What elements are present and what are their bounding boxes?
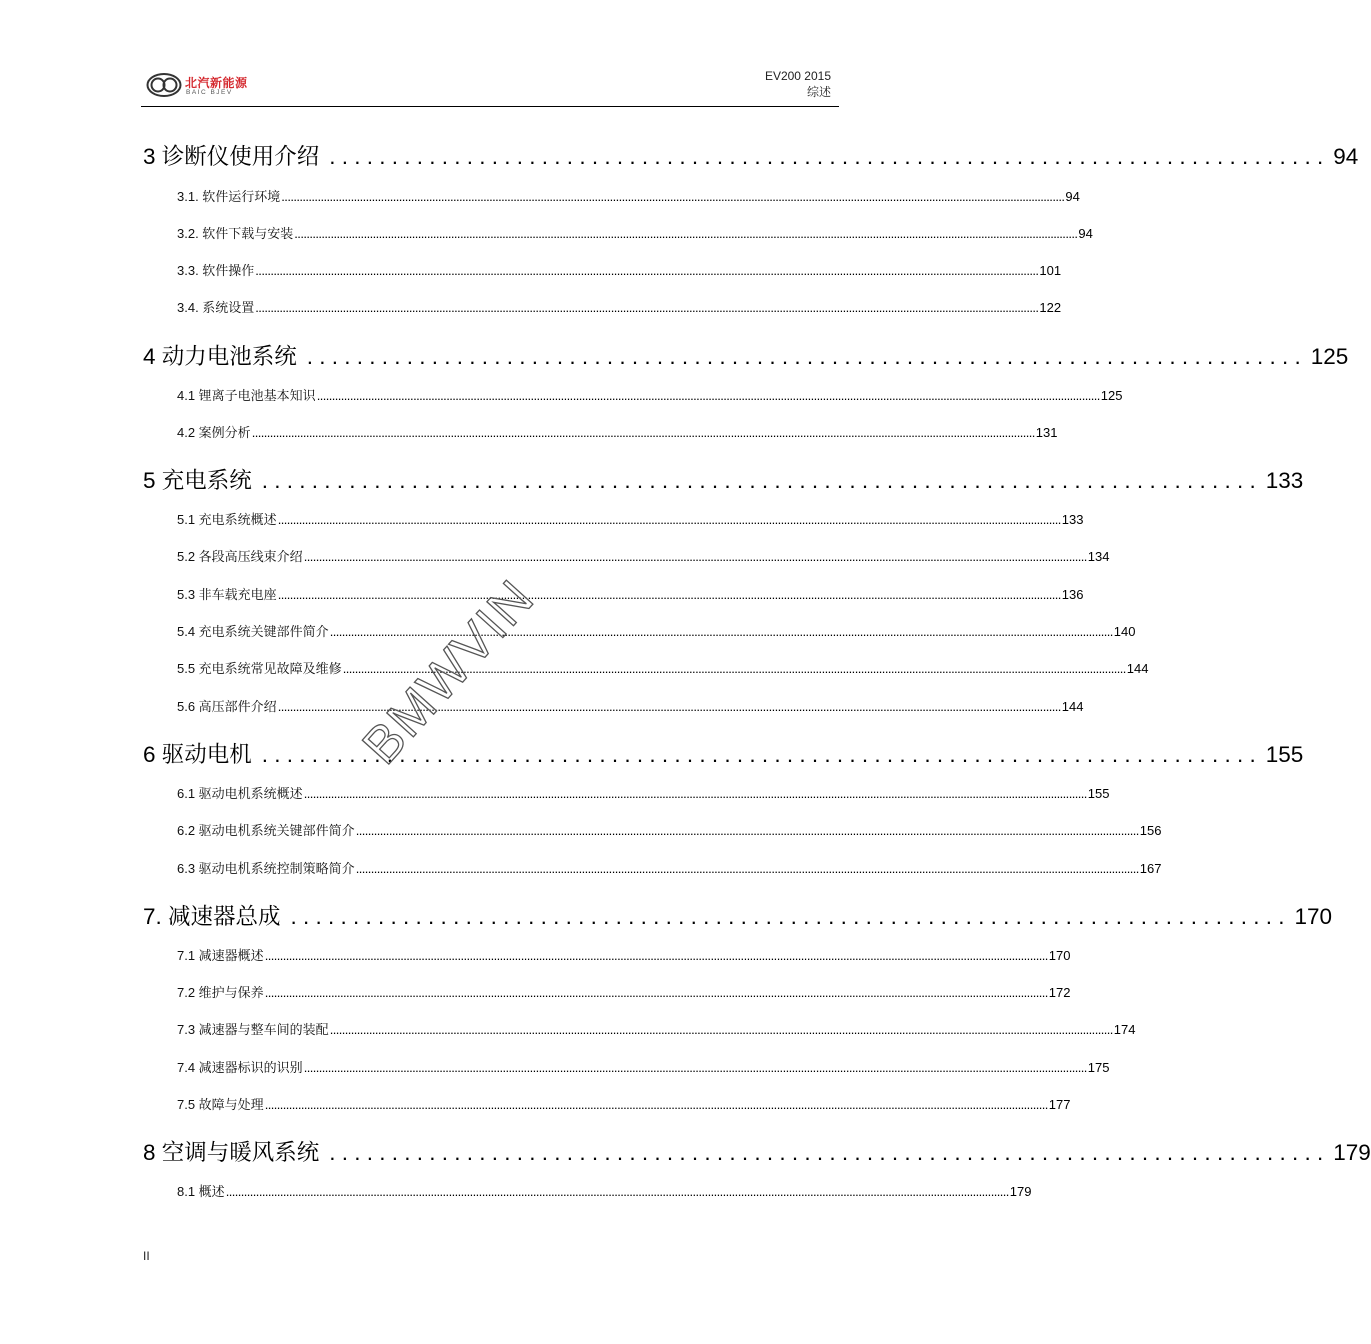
- logo-english-text: BAIC BJEV: [186, 89, 233, 96]
- toc-leader-dots: ....................................................................................................................................................................................................................................................................: [281, 189, 1065, 204]
- toc-entry-title: 5 充电系统: [143, 468, 252, 493]
- toc-page-number: 144: [1126, 661, 1149, 676]
- toc-leader-dots: ....................................................................................................................................................................................................................................................................: [329, 624, 1113, 639]
- toc-entry-title: 3.3. 软件操作: [177, 263, 255, 278]
- brand-logo: [141, 68, 261, 102]
- toc-entry-title: 3.2. 软件下载与安装: [177, 226, 294, 241]
- doc-title: EV200 2015: [764, 69, 831, 83]
- toc-section-row[interactable]: [177, 385, 1123, 404]
- toc-leader-dots: ....................................................................................................................................................................................................................................................................: [277, 587, 1061, 602]
- toc-section-row[interactable]: [177, 1181, 1032, 1200]
- toc-entry-title: 3.1. 软件运行环境: [177, 189, 281, 204]
- toc-section-row[interactable]: [177, 982, 1071, 1001]
- toc-entry-title: 5.5 充电系统常见故障及维修: [177, 661, 342, 676]
- toc-leader-dots: ....................................................................................................................................................................................................................................................................: [316, 388, 1100, 403]
- toc-page-number: 179: [1333, 1140, 1371, 1165]
- toc-section-row[interactable]: [177, 297, 1062, 316]
- toc-page-number: 155: [1087, 786, 1110, 801]
- toc-leader-dots: ....................................................................................................................................................................................................................................................................: [251, 425, 1035, 440]
- toc-leader-dots: ....................................................................................................................................................................................................................................................................: [225, 1184, 1009, 1199]
- toc-page-number: 125: [1310, 344, 1349, 369]
- toc-section-row[interactable]: [177, 260, 1062, 279]
- toc-leader-dots: ....................................................................................................................................................................................................................................................................: [255, 300, 1039, 315]
- toc-page-number: 156: [1139, 823, 1162, 838]
- toc-leader-dots: ....................................................................................................................................................................................................................................................................: [303, 1060, 1087, 1075]
- toc-leader-dots: ....................................................................................................................................................................................................................................................................: [255, 263, 1039, 278]
- toc-section-row[interactable]: [177, 223, 1093, 242]
- toc-page-number: 170: [1294, 904, 1333, 929]
- header-right: [765, 68, 831, 100]
- toc-entry-title: 7.3 减速器与整车间的装配: [177, 1022, 329, 1037]
- toc-entry-title: 5.3 非车载充电座: [177, 587, 277, 602]
- toc-page-number: 133: [1265, 468, 1304, 493]
- page-header: [141, 62, 839, 107]
- toc-entry-title: 4.2 案例分析: [177, 425, 251, 440]
- toc-entry-title: 5.2 各段高压线束介绍: [177, 549, 303, 564]
- baic-logo-icon: [146, 72, 182, 98]
- toc-section-row[interactable]: [177, 858, 1162, 877]
- toc-leader-dots: ....................................................................................................................................................................................................................................................................: [355, 861, 1139, 876]
- toc-section-row[interactable]: [177, 509, 1084, 528]
- toc-page-number: 131: [1035, 425, 1058, 440]
- toc-page-number: 125: [1100, 388, 1123, 403]
- toc-section-row[interactable]: [177, 546, 1110, 565]
- toc-leader-dots: . . . . . . . . . . . . . . . . . . . . . . . . . . . . . . . . . . . . . . . . . . . . . . . . . . . . . . . . . . . . . . . . . . . . . . . . . . . . . . . .: [329, 1140, 1324, 1165]
- toc-leader-dots: ....................................................................................................................................................................................................................................................................: [355, 823, 1139, 838]
- toc-page-number: 155: [1265, 742, 1304, 767]
- toc-leader-dots: ....................................................................................................................................................................................................................................................................: [303, 549, 1087, 564]
- toc-page-number: 94: [1078, 226, 1093, 241]
- toc-page-number: 94: [1065, 189, 1080, 204]
- watermark: BMWVIN: [351, 568, 546, 776]
- toc-page-number: 170: [1048, 948, 1071, 963]
- toc-page-number: 134: [1087, 549, 1110, 564]
- toc-section-row[interactable]: [177, 1057, 1110, 1076]
- toc-leader-dots: ....................................................................................................................................................................................................................................................................: [277, 512, 1061, 527]
- toc-page-number: 179: [1009, 1184, 1032, 1199]
- toc-leader-dots: ....................................................................................................................................................................................................................................................................: [264, 1097, 1048, 1112]
- toc-leader-dots: ....................................................................................................................................................................................................................................................................: [294, 226, 1078, 241]
- toc-page-number: 133: [1061, 512, 1084, 527]
- toc-entry-title: 7.2 维护与保养: [177, 985, 264, 1000]
- toc-entry-title: 6.2 驱动电机系统关键部件简介: [177, 823, 355, 838]
- toc-entry-title: 8 空调与暖风系统: [143, 1140, 320, 1165]
- toc-section-row[interactable]: [177, 1094, 1071, 1113]
- page-number: II: [143, 1249, 150, 1263]
- toc-section-row[interactable]: [177, 422, 1058, 441]
- toc-page-number: 136: [1061, 587, 1084, 602]
- toc-leader-dots: ....................................................................................................................................................................................................................................................................: [277, 699, 1061, 714]
- toc-leader-dots: ....................................................................................................................................................................................................................................................................: [264, 985, 1048, 1000]
- toc-section-row[interactable]: [177, 696, 1084, 715]
- toc-entry-title: 6.1 驱动电机系统概述: [177, 786, 303, 801]
- toc-chapter-row[interactable]: [143, 737, 1304, 769]
- toc-chapter-row[interactable]: [143, 139, 1359, 171]
- toc-entry-title: 7.1 减速器概述: [177, 948, 264, 963]
- toc-leader-dots: ....................................................................................................................................................................................................................................................................: [264, 948, 1048, 963]
- toc-chapter-row[interactable]: [143, 899, 1333, 931]
- toc-section-row[interactable]: [177, 820, 1162, 839]
- toc-entry-title: 4.1 锂离子电池基本知识: [177, 388, 316, 403]
- toc-page-number: 140: [1113, 624, 1136, 639]
- toc-section-row[interactable]: [177, 186, 1080, 205]
- toc-section-row[interactable]: [177, 1019, 1136, 1038]
- toc-entry-title: 5.4 充电系统关键部件简介: [177, 624, 329, 639]
- toc-section-row[interactable]: [177, 945, 1071, 964]
- toc-entry-title: 8.1 概述: [177, 1184, 225, 1199]
- toc-leader-dots: . . . . . . . . . . . . . . . . . . . . . . . . . . . . . . . . . . . . . . . . . . . . . . . . . . . . . . . . . . . . . . . . . . . . . . . . . . . . . . . .: [290, 904, 1285, 929]
- toc-entry-title: 7. 减速器总成: [143, 904, 281, 929]
- toc-page-number: 174: [1113, 1022, 1136, 1037]
- toc-entry-title: 4 动力电池系统: [143, 344, 297, 369]
- toc-entry-title: 7.5 故障与处理: [177, 1097, 264, 1112]
- toc-entry-title: 5.1 充电系统概述: [177, 512, 277, 527]
- toc-leader-dots: . . . . . . . . . . . . . . . . . . . . . . . . . . . . . . . . . . . . . . . . . . . . . . . . . . . . . . . . . . . . . . . . . . . . . . . . . . . . . . . .: [306, 344, 1301, 369]
- toc-entry-title: 6 驱动电机: [143, 742, 252, 767]
- toc-page-number: 175: [1087, 1060, 1110, 1075]
- toc-page-number: 144: [1061, 699, 1084, 714]
- toc-leader-dots: . . . . . . . . . . . . . . . . . . . . . . . . . . . . . . . . . . . . . . . . . . . . . . . . . . . . . . . . . . . . . . . . . . . . . . . . . . . . . . . .: [261, 742, 1256, 767]
- toc-leader-dots: ....................................................................................................................................................................................................................................................................: [303, 786, 1087, 801]
- toc-leader-dots: ....................................................................................................................................................................................................................................................................: [342, 661, 1126, 676]
- toc-entry-title: 3.4. 系统设置: [177, 300, 255, 315]
- toc-section-row[interactable]: [177, 783, 1110, 802]
- toc-chapter-row[interactable]: [143, 463, 1304, 495]
- toc-chapter-row[interactable]: [143, 339, 1349, 371]
- toc-entry-title: 5.6 高压部件介绍: [177, 699, 277, 714]
- toc-page-number: 122: [1039, 300, 1062, 315]
- toc-leader-dots: . . . . . . . . . . . . . . . . . . . . . . . . . . . . . . . . . . . . . . . . . . . . . . . . . . . . . . . . . . . . . . . . . . . . . . . . . . . . . . . .: [261, 468, 1256, 493]
- toc-page-number: 172: [1048, 985, 1071, 1000]
- toc-page-number: 101: [1039, 263, 1062, 278]
- toc-chapter-row[interactable]: [143, 1135, 1371, 1167]
- logo-chinese-text: 北汽新能源: [185, 76, 248, 90]
- toc-leader-dots: ....................................................................................................................................................................................................................................................................: [329, 1022, 1113, 1037]
- toc-entry-title: 7.4 减速器标识的识别: [177, 1060, 303, 1075]
- toc-entry-title: 3 诊断仪使用介绍: [143, 144, 320, 169]
- toc-page-number: 177: [1048, 1097, 1071, 1112]
- toc-leader-dots: . . . . . . . . . . . . . . . . . . . . . . . . . . . . . . . . . . . . . . . . . . . . . . . . . . . . . . . . . . . . . . . . . . . . . . . . . . . . . . . .: [329, 144, 1324, 169]
- toc-entry-title: 6.3 驱动电机系统控制策略简介: [177, 861, 355, 876]
- toc-page-number: 167: [1139, 861, 1162, 876]
- section-name: 综述: [806, 85, 831, 99]
- toc-page-number: 94: [1333, 144, 1359, 169]
